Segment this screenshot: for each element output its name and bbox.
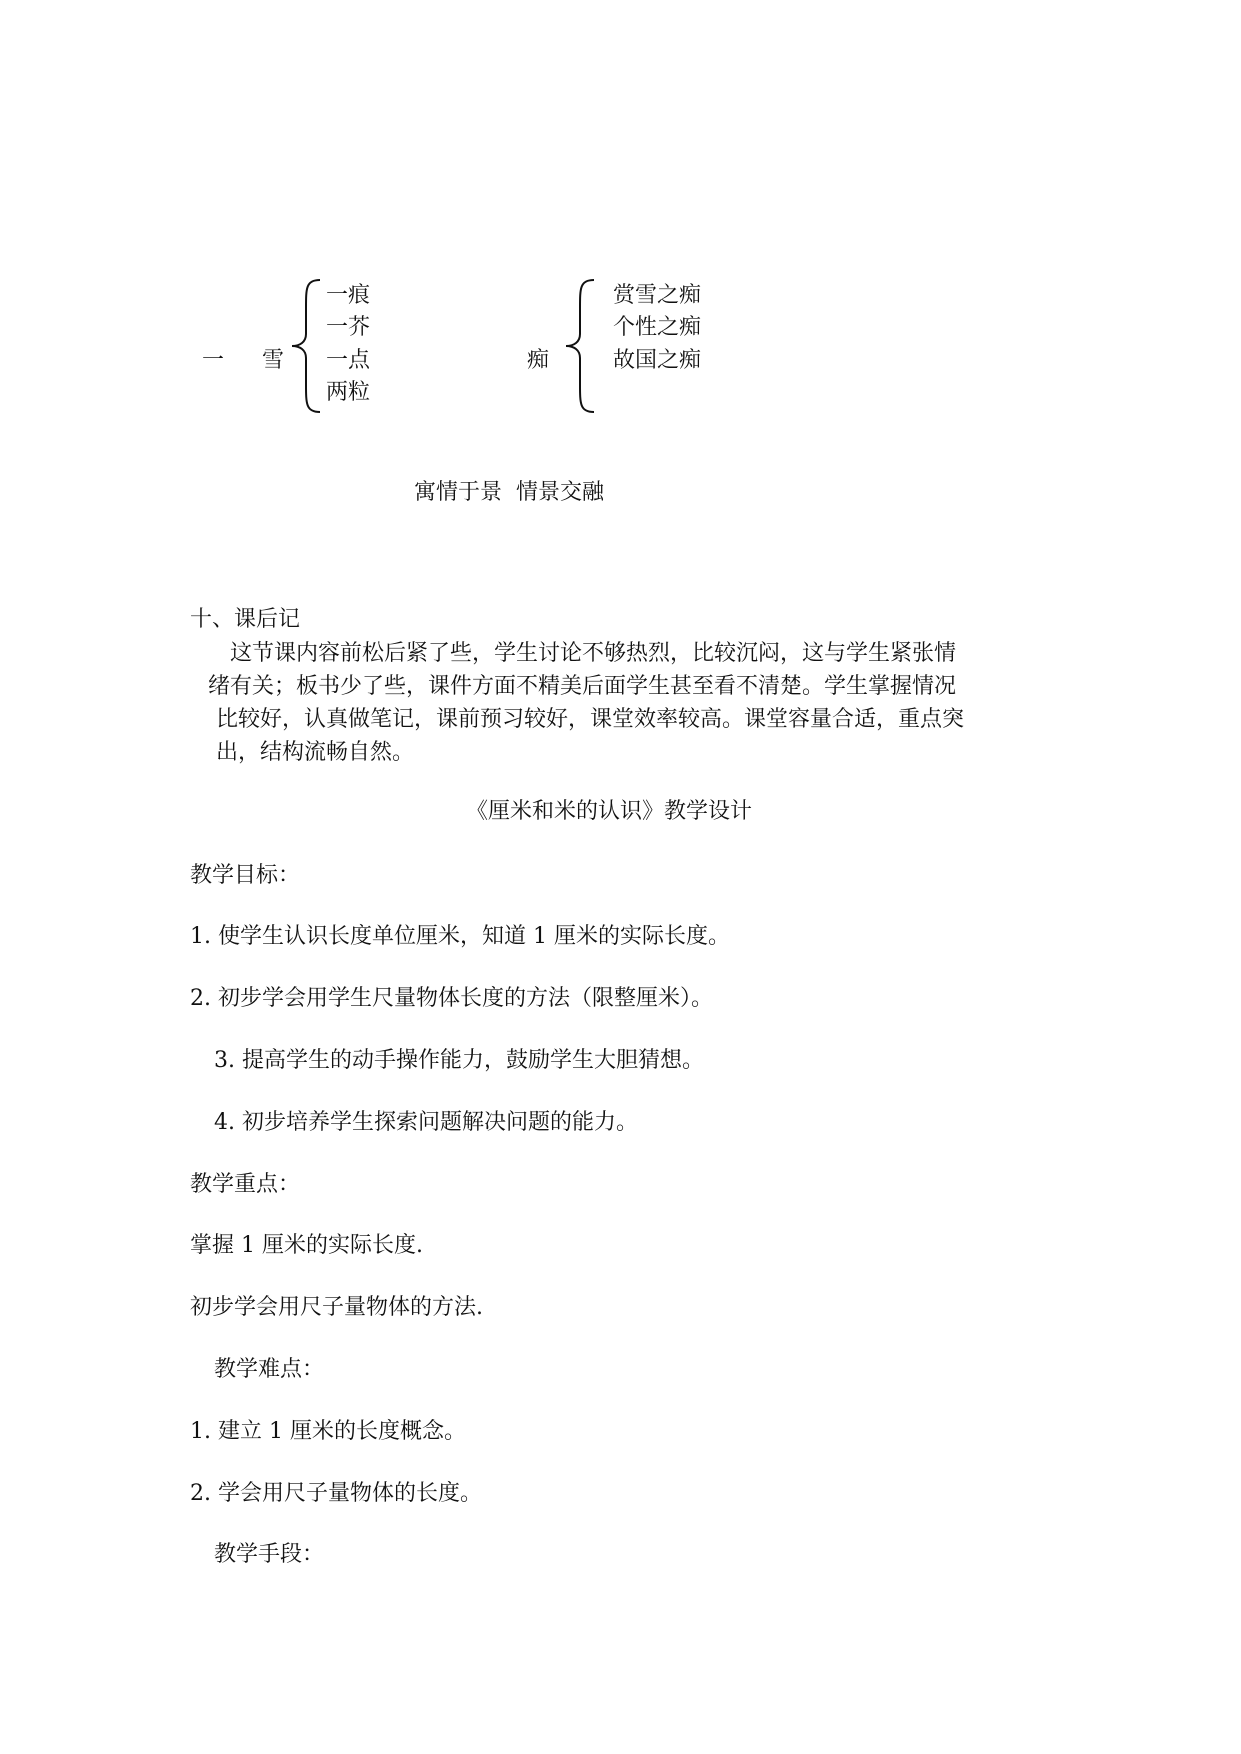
key-heading: 教学重点： bbox=[190, 1172, 301, 1197]
reflection-heading: 十、课后记 bbox=[190, 607, 301, 632]
lesson-title: 《厘米和米的认识》教学设计 bbox=[466, 799, 753, 824]
reflection-line-3: 比较好，认真做笔记，课前预习较好，课堂效率较高。课堂容量合适，重点突 bbox=[216, 707, 965, 732]
right-item-3: 故国之痴 bbox=[613, 348, 702, 373]
goals-heading: 教学目标： bbox=[190, 863, 301, 888]
left-item-2: 一芥 bbox=[326, 315, 371, 340]
goal-item-1: 1. 使学生认识长度单位厘米，知道 1 厘米的实际长度。 bbox=[190, 924, 730, 949]
left-item-3: 一点 bbox=[326, 348, 371, 373]
right-item-2: 个性之痴 bbox=[613, 315, 702, 340]
goal-item-4: 4. 初步培养学生探索问题解决问题的能力。 bbox=[214, 1110, 638, 1135]
board-left-char-2: 雪 bbox=[262, 348, 285, 373]
board-left-char-1: 一 bbox=[202, 348, 225, 373]
reflection-paragraph bbox=[208, 637, 1056, 769]
left-item-1: 一痕 bbox=[326, 283, 371, 308]
left-brace bbox=[286, 278, 326, 414]
key-point-1: 掌握 1 厘米的实际长度. bbox=[190, 1233, 423, 1258]
means-heading: 教学手段： bbox=[214, 1542, 325, 1567]
board-right-char: 痴 bbox=[527, 348, 550, 373]
key-point-2: 初步学会用尺子量物体的方法. bbox=[190, 1295, 483, 1320]
right-item-1: 赏雪之痴 bbox=[613, 283, 702, 308]
reflection-line-1: 这节课内容前松后紧了些，学生讨论不够热烈，比较沉闷，这与学生紧张情 bbox=[230, 641, 957, 666]
goal-item-3: 3. 提高学生的动手操作能力，鼓励学生大胆猜想。 bbox=[214, 1048, 704, 1073]
difficulty-item-2: 2. 学会用尺子量物体的长度。 bbox=[190, 1481, 482, 1506]
difficulty-item-1: 1. 建立 1 厘米的长度概念。 bbox=[190, 1419, 466, 1444]
difficulty-heading: 教学难点： bbox=[214, 1357, 325, 1382]
left-item-4: 两粒 bbox=[326, 380, 371, 405]
right-brace bbox=[560, 278, 600, 414]
goal-item-2: 2. 初步学会用学生尺量物体长度的方法（限整厘米）。 bbox=[190, 986, 713, 1011]
reflection-line-4: 出，结构流畅自然。 bbox=[216, 740, 415, 765]
board-caption: 寓情于景 情景交融 bbox=[414, 480, 604, 505]
reflection-line-2: 绪有关；板书少了些，课件方面不精美后面学生甚至看不清楚。学生掌握情况 bbox=[208, 674, 957, 699]
